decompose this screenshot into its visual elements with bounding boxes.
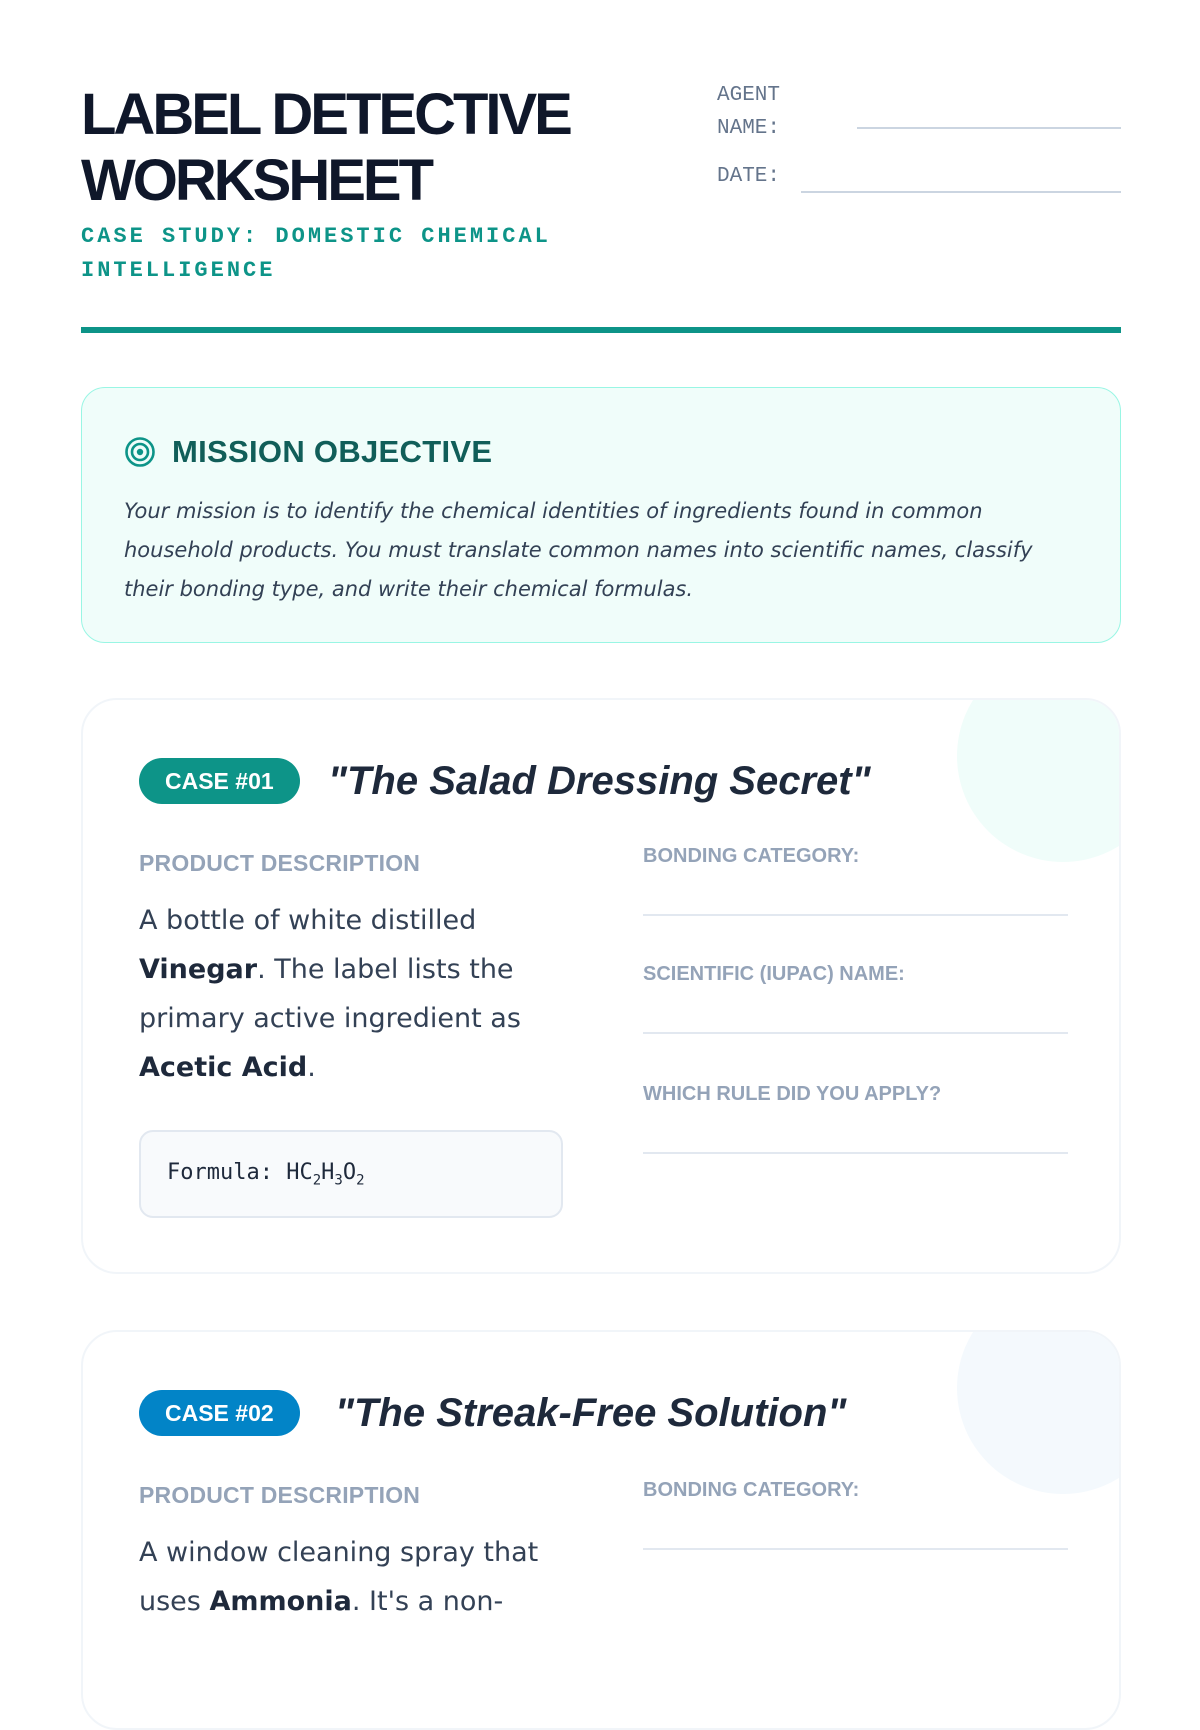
bonding-category-input-line[interactable] — [643, 914, 1068, 916]
desc-text: . It's a non- — [351, 1586, 504, 1617]
agent-label-line-2: NAME: — [717, 117, 781, 140]
subtitle-line-2: INTELLIGENCE — [81, 258, 276, 283]
rule-applied-field[interactable] — [643, 1082, 1068, 1106]
case-badge: CASE #02 — [139, 1390, 300, 1436]
mission-title: MISSION OBJECTIVE — [172, 434, 493, 469]
agent-name-field[interactable] — [857, 127, 1121, 129]
desc-text: . — [307, 1052, 316, 1083]
iupac-name-input-line[interactable] — [643, 1032, 1068, 1034]
target-icon — [124, 436, 156, 468]
desc-bold: Vinegar — [139, 954, 258, 985]
desc-bold: Acetic Acid — [139, 1052, 308, 1083]
date-field[interactable] — [801, 191, 1121, 193]
formula-box — [139, 1130, 563, 1218]
case-card-02 — [81, 1330, 1121, 1730]
product-description-label: PRODUCT DESCRIPTION — [139, 850, 421, 876]
iupac-name-field[interactable] — [643, 962, 1068, 986]
bonding-category-label: BONDING CATEGORY: — [643, 1479, 860, 1501]
case-title: "The Salad Dressing Secret" — [328, 759, 871, 803]
mission-objective-panel — [81, 387, 1121, 643]
desc-text: A bottle of white distilled — [139, 905, 477, 936]
page-subtitle — [81, 220, 601, 288]
title-line-2: WORKSHEET — [81, 148, 431, 213]
title-line-1: LABEL DETECTIVE — [81, 82, 570, 147]
header-divider — [81, 327, 1121, 333]
agent-label-line-1: AGENT — [717, 84, 781, 107]
mission-header — [124, 432, 1078, 472]
formula-text: Formula: $HC_2H_3O_2$ — [167, 1159, 365, 1189]
mission-text: Your mission is to identify the chemical identities of ingredients found in common household products. You must translate common names into scientific names, classify their bonding type, and write their chemical formulas. — [124, 499, 1033, 601]
worksheet-page — [81, 0, 1121, 1617]
decorative-circle — [957, 1330, 1121, 1494]
rule-applied-input-line[interactable] — [643, 1152, 1068, 1154]
bonding-category-label: BONDING CATEGORY: — [643, 845, 860, 867]
worksheet-header — [81, 0, 1121, 340]
decorative-circle — [957, 698, 1121, 862]
subtitle-line-1: CASE STUDY: DOMESTIC CHEMICAL — [81, 224, 551, 249]
desc-bold: Ammonia — [209, 1586, 352, 1617]
case-badge: CASE #01 — [139, 758, 300, 804]
bonding-category-field[interactable] — [643, 1478, 1068, 1502]
desc-text: A window cleaning spray that uses — [139, 1537, 539, 1617]
case-title: "The Streak-Free Solution" — [335, 1391, 847, 1435]
product-description — [139, 896, 579, 1092]
product-description-label: PRODUCT DESCRIPTION — [139, 1482, 421, 1508]
agent-name-label — [717, 79, 797, 145]
case-card-01 — [81, 698, 1121, 1274]
bonding-category-field[interactable] — [643, 844, 1068, 868]
bonding-category-input-line[interactable] — [643, 1548, 1068, 1550]
iupac-name-label: SCIENTIFIC (IUPAC) NAME: — [643, 963, 905, 985]
rule-applied-label: WHICH RULE DID YOU APPLY? — [643, 1083, 942, 1105]
page-title — [81, 82, 570, 214]
date-label: DATE: — [717, 165, 781, 188]
product-description — [139, 1528, 579, 1626]
desc-text: . The label lists the primary active ingredient as — [139, 954, 521, 1034]
